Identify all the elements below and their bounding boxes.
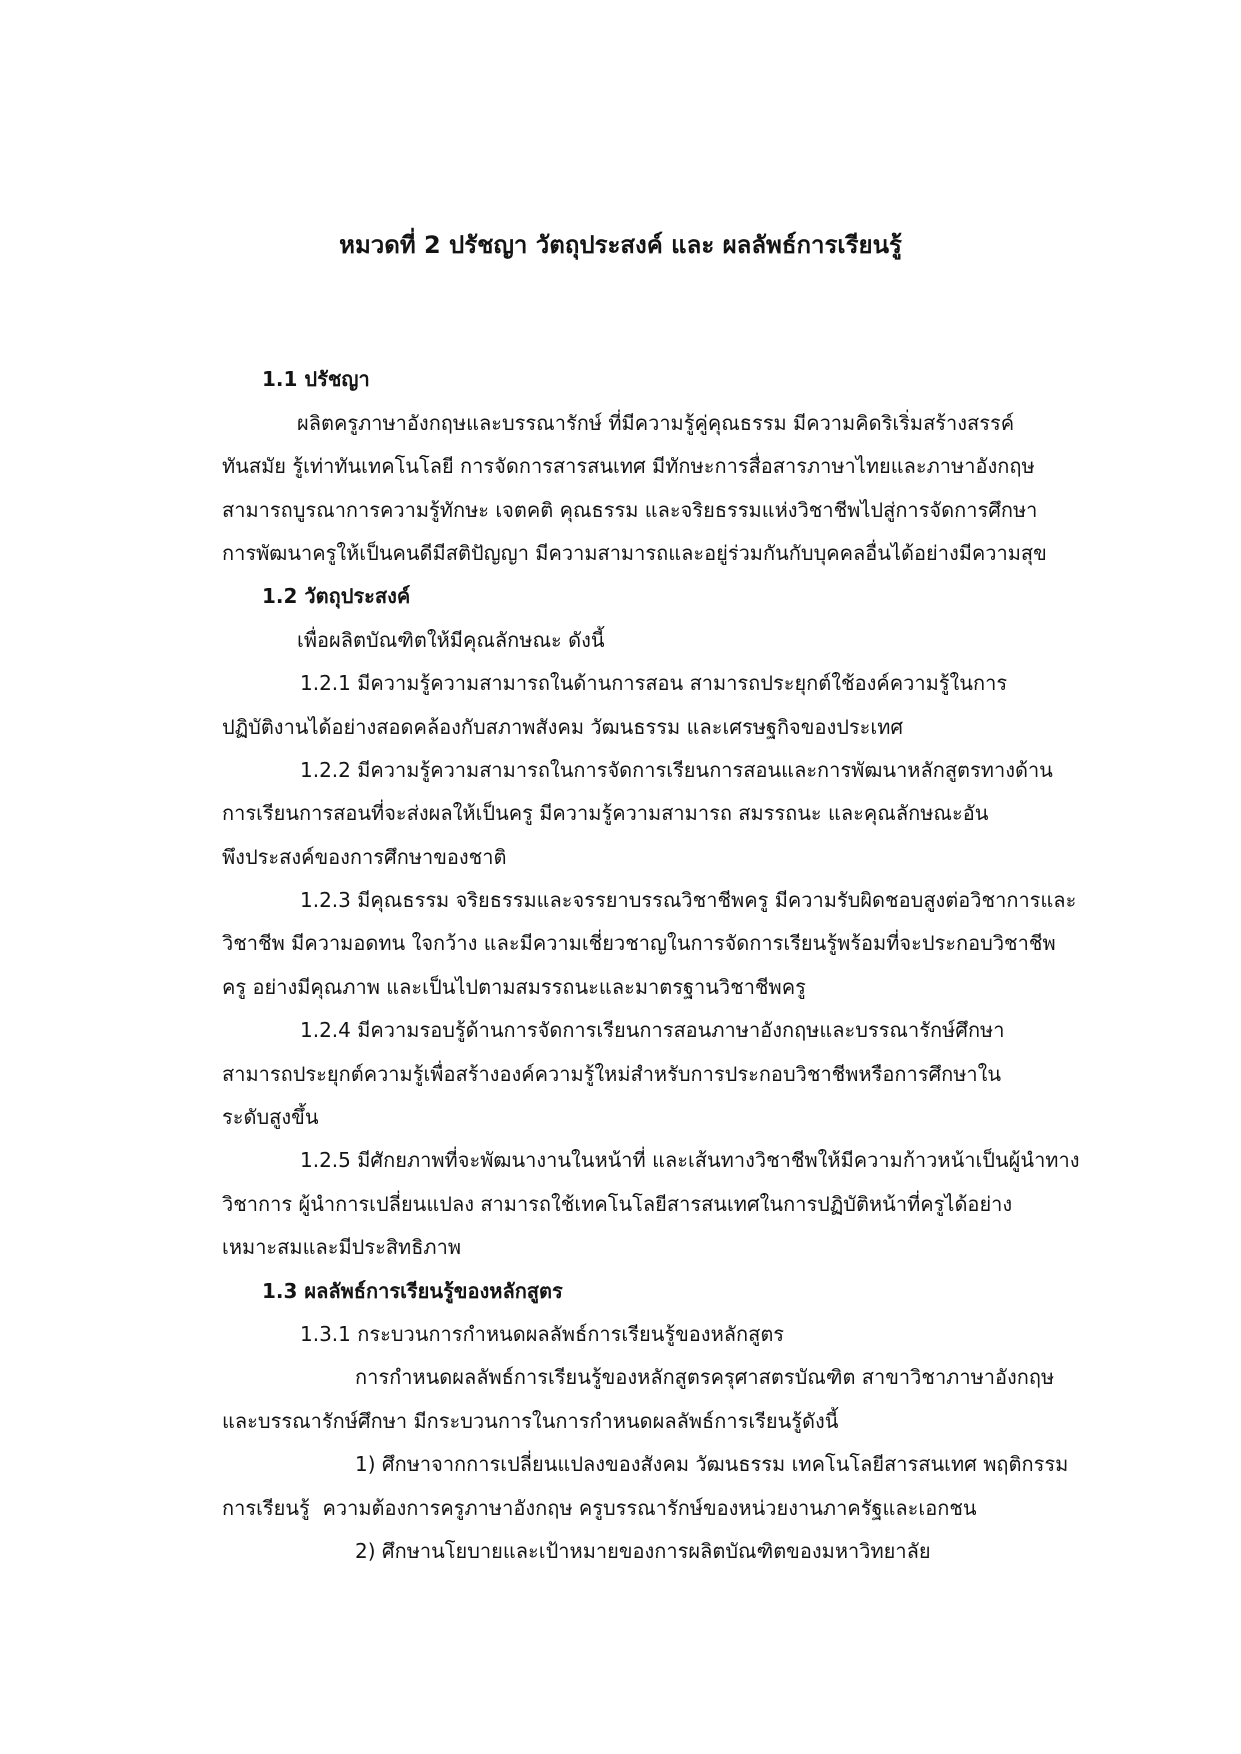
philosophy-line: สามารถบูรณาการความรู้ทักษะ เจตคติ คุณธรรม และจริยธรรมแห่งวิชาชีพไปสู่การจัดการศึกษา — [222, 497, 1038, 522]
objective-item-line: ครู อย่างมีคุณภาพ และเป็นไปตามสมรรถนะและมาตรฐานวิชาชีพครู — [222, 974, 806, 999]
philosophy-line: ผลิตครูภาษาอังกฤษและบรรณารักษ์ ที่มีความรู้คู่คุณธรรม มีความคิดริเริ่มสร้างสรรค์ — [297, 410, 1015, 435]
objective-item-line: พึงประสงค์ของการศึกษาของชาติ — [222, 844, 507, 869]
objective-item-line: วิชาชีพ มีความอดทน ใจกว้าง และมีความเชี่ยวชาญในการจัดการเรียนรู้พร้อมที่จะประกอบวิชาชีพ — [222, 931, 1056, 956]
objective-item-line: 1.2.1 มีความรู้ความสามารถในด้านการสอน สามารถประยุกต์ใช้องค์ความรู้ในการ — [300, 671, 1008, 696]
philosophy-line: ทันสมัย รู้เท่าทันเทคโนโลยี การจัดการสารสนเทศ มีทักษะการสื่อสารภาษาไทยและภาษาอังกฤษ — [222, 454, 1035, 479]
chapter-title: หมวดที่ 2 ปรัชญา วัตถุประสงค์ และ ผลลัพธ์การเรียนรู้ — [339, 231, 902, 259]
objective-item-line: ระดับสูงขึ้น — [222, 1105, 319, 1130]
philosophy-heading: 1.1 ปรัชญา — [262, 367, 370, 392]
objectives-heading: 1.2 วัตถุประสงค์ — [262, 584, 411, 609]
objective-item-line: การเรียนการสอนที่จะส่งผลให้เป็นครู มีความรู้ความสามารถ สมรรถนะ และคุณลักษณะอัน — [222, 801, 989, 826]
objective-item-line: เหมาะสมและมีประสิทธิภาพ — [222, 1235, 462, 1260]
objective-item-line: สามารถประยุกต์ความรู้เพื่อสร้างองค์ความรู้ใหม่สำหรับการประกอบวิชาชีพหรือการศึกษาใน — [222, 1061, 1002, 1086]
objectives-intro: เพื่อผลิตบัณฑิตให้มีคุณลักษณะ ดังนี้ — [297, 627, 605, 652]
objective-item-line: 1.2.3 มีคุณธรรม จริยธรรมและจรรยาบรรณวิชาชีพครู มีความรับผิดชอบสูงต่อวิชาการและ — [300, 888, 1077, 913]
learning-outcomes-heading: 1.3 ผลลัพธ์การเรียนรู้ของหลักสูตร — [262, 1278, 563, 1303]
philosophy-line: การพัฒนาครูให้เป็นคนดีมีสติปัญญา มีความสามารถและอยู่ร่วมกันกับบุคคลอื่นได้อย่างมีความสุข — [222, 540, 1047, 565]
process-step-line: 1) ศึกษาจากการเปลี่ยนแปลงของสังคม วัฒนธรรม เทคโนโลยีสารสนเทศ พฤติกรรม — [355, 1452, 1069, 1477]
objective-item-line: 1.2.4 มีความรอบรู้ด้านการจัดการเรียนการสอนภาษาอังกฤษและบรรณารักษ์ศึกษา — [300, 1018, 1005, 1043]
objective-item-line: ปฏิบัติงานได้อย่างสอดคล้องกับสภาพสังคม วัฒนธรรม และเศรษฐกิจของประเทศ — [222, 714, 904, 739]
learning-outcomes-intro-line: การกำหนดผลลัพธ์การเรียนรู้ของหลักสูตรครุศาสตรบัณฑิต สาขาวิชาภาษาอังกฤษ — [355, 1365, 1055, 1390]
objective-item-line: 1.2.2 มีความรู้ความสามารถในการจัดการเรียนการสอนและการพัฒนาหลักสูตรทางด้าน — [300, 757, 1053, 782]
learning-outcomes-subheading: 1.3.1 กระบวนการกำหนดผลลัพธ์การเรียนรู้ของหลักสูตร — [300, 1321, 785, 1346]
document-body — [0, 315, 1241, 1573]
objective-item-line: 1.2.5 มีศักยภาพที่จะพัฒนางานในหน้าที่ และเส้นทางวิชาชีพให้มีความก้าวหน้าเป็นผู้นำทาง — [300, 1148, 1080, 1173]
process-step-line: 2) ศึกษานโยบายและเป้าหมายของการผลิตบัณฑิตของมหาวิทยาลัย — [355, 1538, 931, 1563]
process-step-line: การเรียนรู้ ความต้องการครูภาษาอังกฤษ ครูบรรณารักษ์ของหน่วยงานภาครัฐและเอกชน — [222, 1495, 977, 1520]
objective-item-line: วิชาการ ผู้นำการเปลี่ยนแปลง สามารถใช้เทคโนโลยีสารสนเทศในการปฏิบัติหน้าที่ครูได้อย่าง — [222, 1191, 1013, 1216]
section-heading — [0, 315, 1241, 358]
learning-outcomes-intro-line: และบรรณารักษ์ศึกษา มีกระบวนการในการกำหนดผลลัพธ์การเรียนรู้ดังนี้ — [222, 1408, 839, 1433]
